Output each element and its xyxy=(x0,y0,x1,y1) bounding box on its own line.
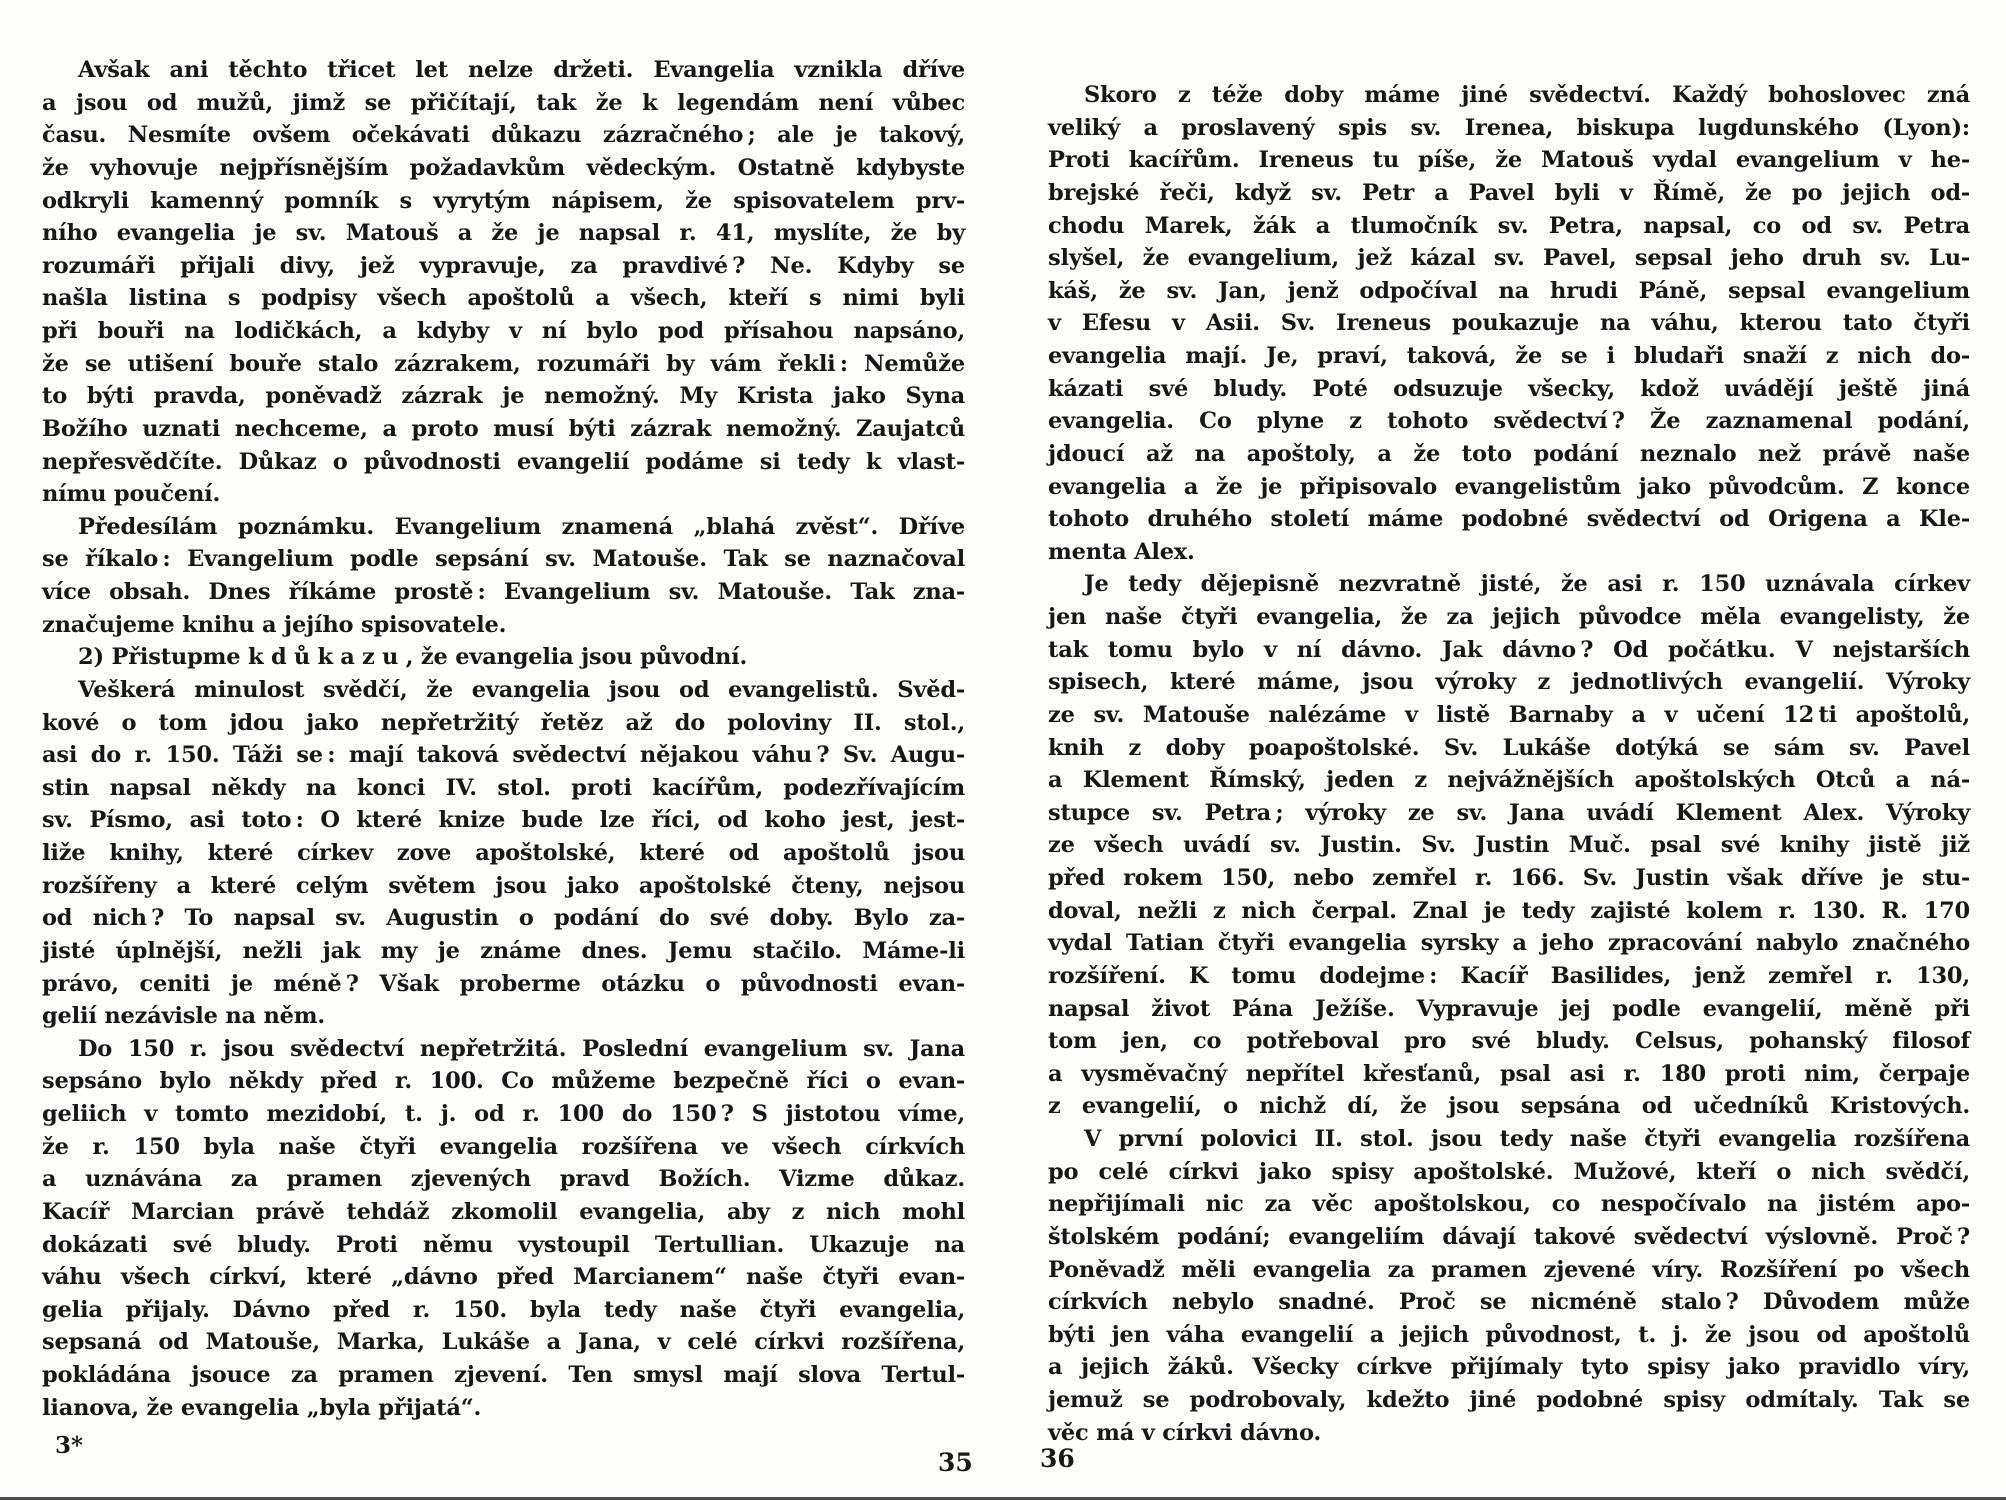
text-line: po celé církvi jako spisy apoštolské. Mužové, kteří o nich svědčí, xyxy=(1048,1158,1970,1185)
text-line: napsal život Pána Ježíše. Vypravuje jej podle evangelií, měně při xyxy=(1048,995,1970,1022)
text-line: z evangelií, o nichž dí, že jsou sepsána od učedníků Kristových. xyxy=(1048,1093,1970,1120)
text-line: že se utišení bouře stalo zázrakem, rozumáři by vám řekli : Nemůže xyxy=(42,350,965,377)
text-line: ze sv. Matouše nalézáme v listě Barnaby a v učení 12 ti apoštolů, xyxy=(1048,701,1970,728)
text-line: to býti pravda, poněvadž zázrak je nemožný. My Krista jako Syna xyxy=(42,383,965,410)
text-line: značujeme knihu a jejího spisovatele. xyxy=(42,611,507,638)
text-line: v Efesu v Asii. Sv. Ireneus poukazuje na váhu, kterou tato čtyři xyxy=(1048,310,1970,337)
text-line: Poněvadž měli evangelia za pramen zjevené víry. Rozšíření po všech xyxy=(1048,1256,1970,1283)
text-line: že r. 150 byla naše čtyři evangelia rozšířena ve všech církvích xyxy=(42,1133,965,1160)
text-line: tohoto druhého století máme podobné svědectví od Origena a Kle- xyxy=(1048,506,1970,533)
text-line: že vyhovuje nejpřísnějším požadavkům vědeckým. Ostatně kdybyste xyxy=(42,154,965,181)
text-line: Předesílám poznámku. Evangelium znamená „blahá zvěst“. Dříve xyxy=(78,513,965,540)
text-line: jemuž se podrobovaly, kdežto jiné podobné spisy odmítaly. Tak se xyxy=(1048,1387,1970,1413)
text-line: při bouři na lodičkách, a kdyby v ní bylo pod přísahou napsáno, xyxy=(42,318,965,344)
text-line: váhu všech církví, které „dávno před Marcianem“ naše čtyři evan- xyxy=(42,1264,965,1291)
text-line: Skoro z téže doby máme jiné svědectví. Každý bohoslovec zná xyxy=(1084,82,1970,108)
text-line: Je tedy dějepisně nezvratně jisté, že asi r. 150 uznávala církev xyxy=(1084,571,1970,598)
text-line: od nich ? To napsal sv. Augustin o podání do své doby. Bylo za- xyxy=(42,905,965,932)
text-line: štolském podání; evangeliím dávají takové svědectví výslovně. Proč ? xyxy=(1048,1223,1970,1250)
text-line: a Klement Římský, jeden z nejvážnějších apoštolských Otců a ná- xyxy=(1048,767,1970,794)
text-line: 2) Přistupme k důkazu, že evangelia jsou původní. xyxy=(78,644,748,671)
text-line: tak tomu bylo v ní dávno. Jak dávno ? Od počátku. V nejstarších xyxy=(1048,636,1970,663)
text-line: menta Alex. xyxy=(1048,538,1195,565)
text-line: Kacíř Marcian právě tehdáž zkomolil evangelia, aby z nich mohl xyxy=(42,1198,965,1225)
text-line: jdoucí až na apoštoly, a že toto podání neznalo než právě naše xyxy=(1048,440,1970,467)
text-line: knih z doby poapoštolské. Sv. Lukáše dotýká se sám sv. Pavel xyxy=(1048,734,1970,761)
text-line: kové o tom jdou jako nepřetržitý řetěz až do poloviny II. stol., xyxy=(42,709,965,736)
text-line: lianova, že evangelia „byla přijatá“. xyxy=(42,1394,482,1421)
text-line: právo, ceniti je méně ? Však proberme otázku o původnosti evan- xyxy=(42,970,965,997)
text-line: asi do r. 150. Táži se : mají taková svědectví nějakou váhu ? Sv. Augu- xyxy=(42,742,965,769)
text-line: odkryli kamenný pomník s vyrytým nápisem, že spisovatelem prv- xyxy=(42,187,965,214)
text-line: evangelia a že je připisovalo evangelistům jako původcům. Z konce xyxy=(1048,473,1970,500)
text-line: vydal Tatian čtyři evangelia syrsky a jeho zpracování nabylo značného xyxy=(1048,930,1970,957)
text-line: V první polovici II. stol. jsou tedy naše čtyři evangelia rozšířena xyxy=(1084,1126,1970,1152)
signature-mark: 3* xyxy=(55,1432,84,1459)
text-line: Veškerá minulost svědčí, že evangelia jsou od evangelistů. Svěd- xyxy=(78,676,965,703)
text-line: sepsaná od Matouše, Marka, Lukáše a Jana, v celé církvi rozšířena, xyxy=(42,1329,965,1356)
text-line: Do 150 r. jsou svědectví nepřetržitá. Poslední evangelium sv. Jana xyxy=(78,1035,965,1062)
text-line: gelií nezávisle na něm. xyxy=(42,1003,326,1030)
text-line: času. Nesmíte ovšem očekávati důkazu zázračného ; ale je takový, xyxy=(42,122,965,149)
page-number-left: 35 xyxy=(938,1448,973,1477)
text-line: gelia přijaly. Dávno před r. 150. byla tedy naše čtyři evangelia, xyxy=(42,1296,965,1323)
text-line: býti jen váha evangelií a jejich původnost, t. j. že jsou od apoštolů xyxy=(1048,1321,1970,1348)
page-number-right: 36 xyxy=(1040,1444,1075,1473)
text-line: a jejich žáků. Všecky církve přijímaly tyto spisy jako pravidlo víry, xyxy=(1048,1354,1970,1381)
text-line: nepřesvědčíte. Důkaz o původnosti evangelií podáme si tedy k vlast- xyxy=(42,448,965,475)
text-line: pokládána jsouce za pramen zjevení. Ten smysl mají slova Tertul- xyxy=(42,1362,965,1388)
text-line: věc má v církvi dávno. xyxy=(1048,1419,1321,1446)
text-line: slyšel, že evangelium, jež kázal sv. Pavel, sepsal jeho druh sv. Lu- xyxy=(1048,245,1970,272)
text-line: jisté úplnější, nežli jak my je známe dnes. Jemu stačilo. Máme-li xyxy=(42,937,965,964)
text-line: našla listina s podpisy všech apoštolů a všech, kteří s nimi byli xyxy=(42,285,965,312)
text-line: se říkalo : Evangelium podle sepsání sv. Matouše. Tak se naznačoval xyxy=(42,546,965,573)
text-line: sepsáno bylo někdy před r. 100. Co můžeme bezpečně říci o evan- xyxy=(42,1068,965,1095)
text-line: rozšířeny a které celým světem jsou jako apoštolské čteny, nejsou xyxy=(42,872,965,899)
text-line: ního evangelia je sv. Matouš a že je napsal r. 41, myslíte, že by xyxy=(42,220,965,247)
text-line: kázati své bludy. Poté odsuzuje všecky, kdož uvádějí ještě jiná xyxy=(1048,375,1970,402)
text-line: veliký a proslavený spis sv. Irenea, biskupa lugdunského (Lyon): xyxy=(1048,114,1970,141)
text-line: geliich v tomto mezidobí, t. j. od r. 100 do 150 ? S jistotou víme, xyxy=(42,1101,965,1127)
text-line: a uznávána za pramen zjevených pravd Božích. Vizme důkaz. xyxy=(42,1166,965,1193)
text-line: chodu Marek, žák a tlumočník sv. Petra, napsal, co od sv. Petra xyxy=(1048,212,1970,239)
text-line: jen naše čtyři evangelia, že za jejich původce měla evangelisty, že xyxy=(1048,604,1970,630)
text-line: nepřijímali nic za věc apoštolskou, co nespočívalo na jistém apo- xyxy=(1048,1191,1970,1218)
text-line: ze všech uvádí sv. Justin. Sv. Justin Muč. psal své knihy jistě již xyxy=(1048,832,1970,859)
text-line: rozumáři přijali divy, jež vypravuje, za pravdivé ? Ne. Kdyby se xyxy=(42,252,965,279)
left-page-text-column xyxy=(42,54,965,1424)
text-line: a vysměvačný nepřítel křesťanů, psal asi r. 180 proti nim, čerpaje xyxy=(1048,1060,1970,1087)
text-line: nímu poučení. xyxy=(42,481,221,508)
text-line: tom jen, co potřeboval pro své bludy. Celsus, pohanský filosof xyxy=(1048,1028,1970,1055)
text-line: sv. Písmo, asi toto : O které knize bude lze říci, od koho jest, jest- xyxy=(42,807,965,834)
text-line: evangelia mají. Je, praví, taková, že se i bludaři snaží z nich do- xyxy=(1048,343,1970,369)
text-line: a jsou od mužů, jimž se přičítají, tak že k legendám není vůbec xyxy=(42,89,965,116)
text-line: brejské řeči, když sv. Petr a Pavel byli v Římě, že po jejich od- xyxy=(1048,179,1970,206)
text-line: stin napsal někdy na konci IV. stol. proti kacířům, podezřívajícím xyxy=(42,774,965,801)
text-line: spisech, které máme, jsou výroky z jednotlivých evangelií. Výroky xyxy=(1048,669,1970,696)
text-line: Proti kacířům. Ireneus tu píše, že Matouš vydal evangelium v he- xyxy=(1048,147,1970,174)
text-line: církvích nebylo snadné. Proč se nicméně stalo ? Důvodem může xyxy=(1048,1289,1970,1316)
text-line: evangelia. Co plyne z tohoto svědectví ? Že zaznamenal podání, xyxy=(1048,408,1970,435)
text-line: doval, nežli z nich čerpal. Znal je tedy zajisté kolem r. 130. R. 170 xyxy=(1048,897,1970,924)
text-line: káš, že sv. Jan, jenž odpočíval na hrudi Páně, sepsal evangelium xyxy=(1048,277,1970,304)
right-page-text-column xyxy=(1048,79,1970,1449)
text-line: stupce sv. Petra ; výroky ze sv. Jana uvádí Klement Alex. Výroky xyxy=(1048,799,1970,826)
text-line: Avšak ani těchto třicet let nelze držeti. Evangelia vznikla dříve xyxy=(78,57,965,83)
text-line: více obsah. Dnes říkáme prostě : Evangelium sv. Matouše. Tak zna- xyxy=(42,579,965,605)
text-line: liže knihy, které církev zove apoštolské, které od apoštolů jsou xyxy=(42,840,965,866)
text-line: před rokem 150, nebo zemřel r. 166. Sv. Justin však dříve je stu- xyxy=(1048,865,1970,891)
text-line: Božího uznati nechceme, a proto musí býti zázrak nemožný. Zaujatců xyxy=(42,415,965,442)
text-line: dokázati své bludy. Proti němu vystoupil Tertullian. Ukazuje na xyxy=(42,1231,965,1258)
text-line: rozšíření. K tomu dodejme : Kacíř Basilides, jenž zemřel r. 130, xyxy=(1048,962,1970,989)
